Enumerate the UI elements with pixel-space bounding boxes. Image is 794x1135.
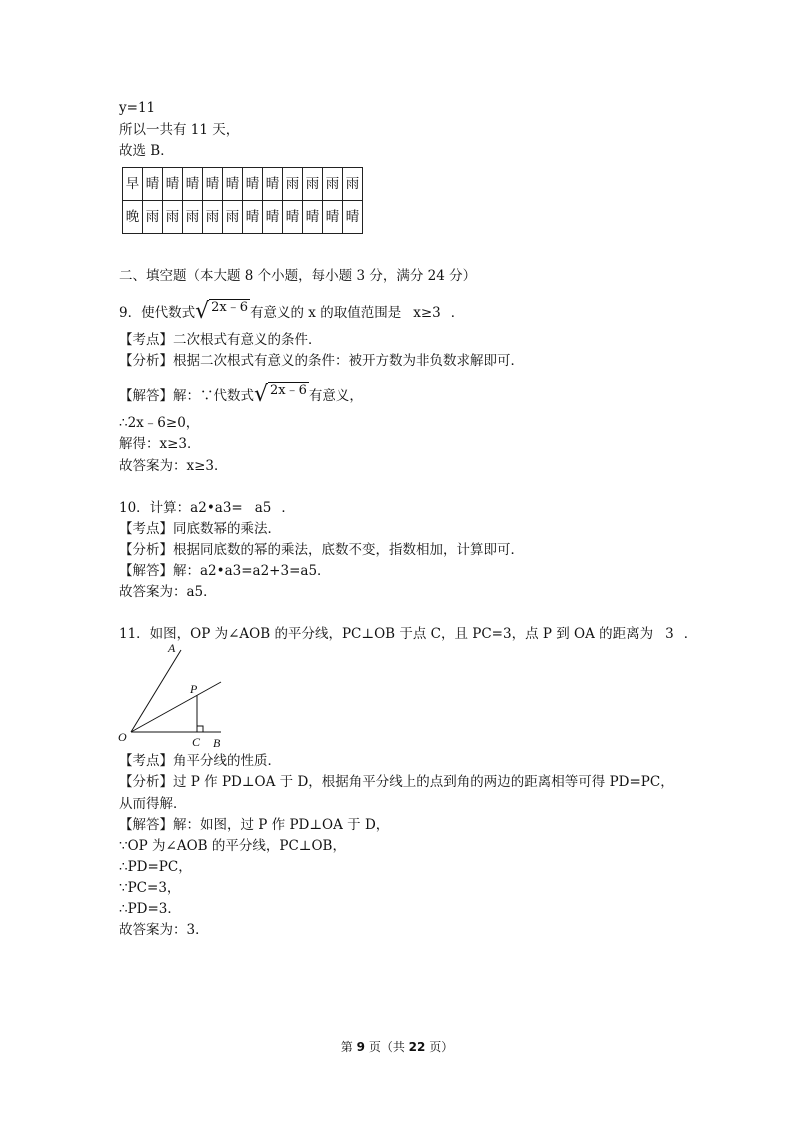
q11-step: ∴PD=PC， — [119, 859, 192, 875]
page-footer — [0, 1038, 794, 1055]
q11-answer: 3 — [665, 626, 674, 642]
table-cell: 晴 — [243, 168, 263, 201]
text-line: y=11 — [119, 100, 156, 116]
q9-mid: 有意义的 x 的取值范围是 — [250, 305, 402, 321]
sqrt-expression — [195, 299, 250, 324]
table-row — [123, 201, 363, 234]
q10-answer: a5 — [254, 500, 272, 516]
q11-fenxi: 【分析】过 P 作 PD⊥OA 于 D，根据角平分线上的点到角的两边的距离相等可得 PD=PC， — [119, 774, 674, 790]
table-cell: 晴 — [263, 168, 283, 201]
label-o: O — [118, 730, 127, 744]
label-p: P — [190, 682, 198, 696]
q11-fenxi: 从而得解． — [119, 796, 187, 812]
table-cell: 晴 — [143, 168, 163, 201]
q11-step: ∵OP 为∠AOB 的平分线，PC⊥OB， — [119, 838, 346, 854]
label-c: C — [192, 735, 201, 749]
q11-step: ∴PD=3． — [119, 901, 181, 917]
ray-oa — [131, 650, 181, 732]
q9-answer: x≥3 — [413, 305, 441, 321]
table-cell: 晴 — [283, 201, 303, 234]
q9-step: 解得：x≥3． — [119, 436, 201, 452]
table-cell: 晴 — [263, 201, 283, 234]
q10-end: ． — [281, 500, 295, 516]
table-cell: 晴 — [223, 168, 243, 201]
q10-prefix: 10．计算：a2•a3= — [119, 500, 243, 516]
footer-mid: 页（共 — [368, 1040, 405, 1054]
table-cell: 雨 — [163, 201, 183, 234]
sqrt-expression — [254, 382, 309, 407]
label-b: B — [213, 736, 221, 750]
table-cell: 早 — [123, 168, 143, 201]
q9-kaodian: 【考点】二次根式有意义的条件． — [119, 332, 322, 348]
table-cell: 晚 — [123, 201, 143, 234]
q11-jieda: 【解答】解：如图，过 P 作 PD⊥OA 于 D， — [119, 817, 390, 833]
q10-fenxi: 【分析】根据同底数的幂的乘法，底数不变，指数相加，计算即可． — [119, 542, 524, 558]
label-a: A — [168, 641, 176, 655]
table-row — [123, 168, 363, 201]
footer-pre: 第 — [340, 1040, 353, 1054]
q9-jieda-prefix: 【解答】解：∵代数式 — [119, 388, 254, 404]
q10-question — [119, 499, 295, 517]
q11-prefix: 11．如图，OP 为∠AOB 的平分线，PC⊥OB 于点 C，且 PC=3，点 P 到 OA 的距离为 — [119, 626, 654, 642]
weather-table — [122, 167, 363, 234]
q9-question — [119, 299, 465, 324]
total-pages: 22 — [408, 1040, 426, 1054]
q11-kaodian: 【考点】角平分线的性质． — [119, 753, 281, 769]
table-cell: 雨 — [183, 201, 203, 234]
radicand: 2x﹣6 — [270, 383, 307, 398]
table-cell: 雨 — [303, 168, 323, 201]
text-line: 故选 B． — [119, 143, 174, 159]
section-heading: 二、填空题（本大题 8 个小题，每小题 3 分，满分 24 分） — [119, 268, 477, 284]
radicand: 2x﹣6 — [211, 300, 248, 315]
q11-step: ∵PC=3， — [119, 880, 181, 896]
table-cell: 晴 — [343, 201, 363, 234]
table-cell: 晴 — [203, 168, 223, 201]
table-cell: 晴 — [303, 201, 323, 234]
q9-end: ． — [450, 305, 465, 321]
footer-post: 页） — [429, 1040, 454, 1054]
radical-sign: √ — [254, 382, 269, 407]
table-cell: 雨 — [343, 168, 363, 201]
radical-sign: √ — [195, 299, 210, 324]
table-cell: 雨 — [223, 201, 243, 234]
q9-prefix: 9．使代数式 — [119, 305, 196, 321]
page-number: 9 — [356, 1040, 365, 1054]
table-cell: 晴 — [243, 201, 263, 234]
q10-final: 故答案为：a5． — [119, 584, 217, 600]
table-cell: 雨 — [283, 168, 303, 201]
q9-jieda-suffix: 有意义， — [308, 388, 363, 404]
q11-end: ． — [683, 626, 698, 642]
table-cell: 晴 — [323, 201, 343, 234]
q10-jieda: 【解答】解：a2•a3=a2+3=a5． — [119, 563, 331, 579]
angle-bisector-figure — [113, 640, 233, 752]
q9-step: ∴2x﹣6≥0， — [119, 415, 200, 431]
q9-fenxi: 【分析】根据二次根式有意义的条件：被开方数为非负数求解即可． — [119, 353, 524, 369]
table-cell: 雨 — [143, 201, 163, 234]
right-angle-mark — [197, 726, 203, 732]
q9-final: 故答案为：x≥3． — [119, 458, 228, 474]
q10-kaodian: 【考点】同底数幂的乘法． — [119, 521, 281, 537]
table-cell: 晴 — [183, 168, 203, 201]
text-line: 所以一共有 11 天， — [119, 122, 240, 138]
table-cell: 雨 — [323, 168, 343, 201]
table-cell: 晴 — [163, 168, 183, 201]
ray-op — [131, 682, 221, 732]
q11-final: 故答案为：3． — [119, 922, 209, 938]
table-cell: 雨 — [203, 201, 223, 234]
q9-jieda — [119, 382, 363, 407]
